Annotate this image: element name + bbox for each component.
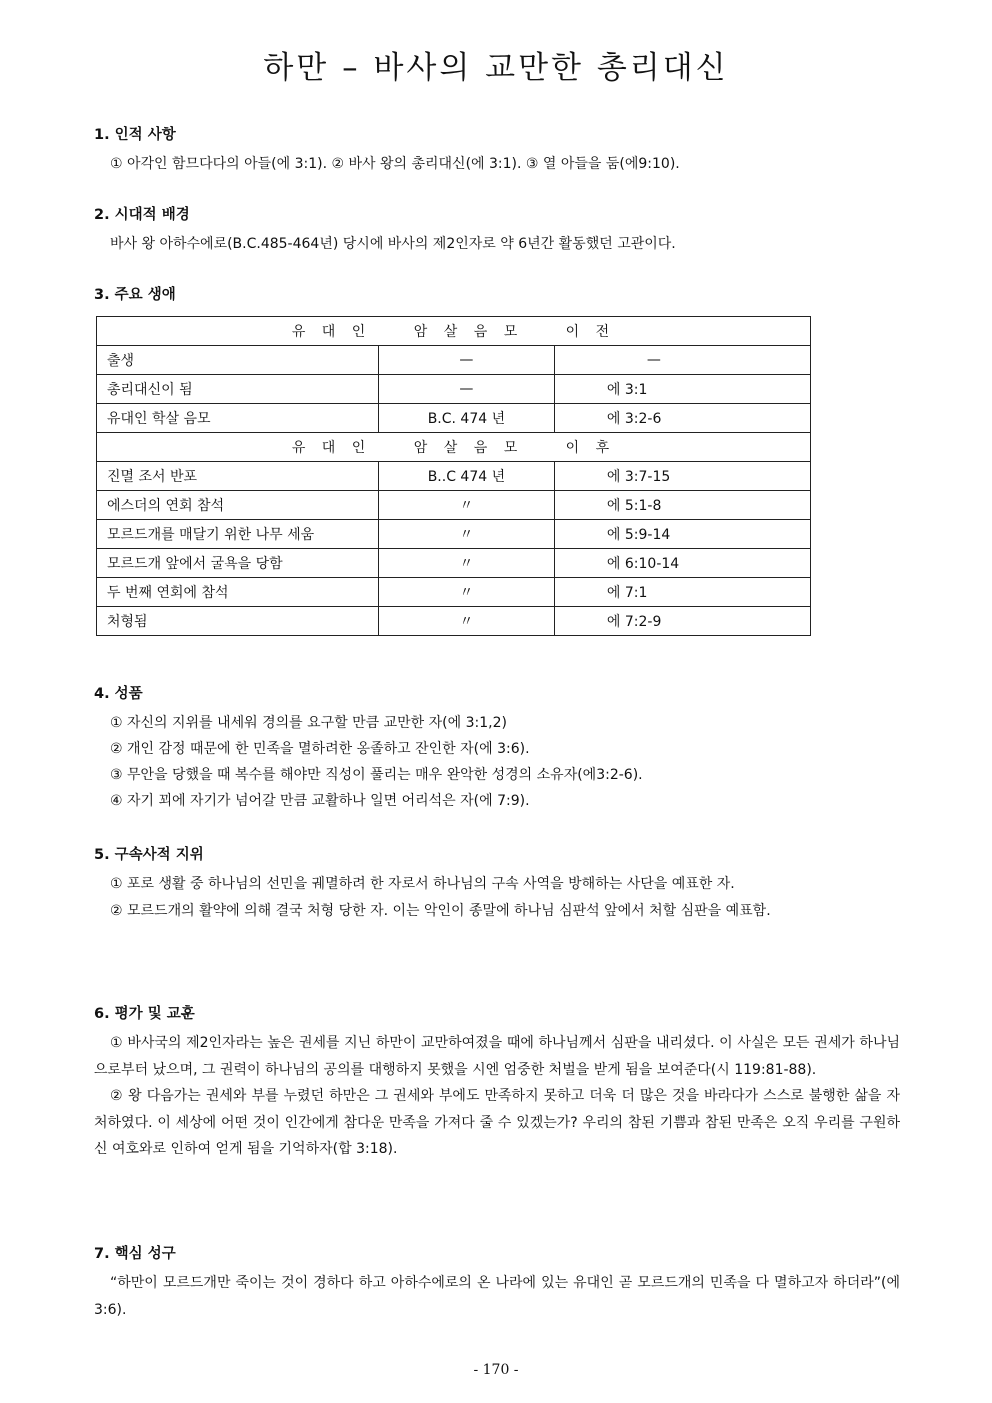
section-character (94, 683, 900, 814)
section-paragraph: ① 포로 생활 중 하나님의 선민을 궤멸하려 한 자로서 하나님의 구속 사역을 방해하는 사단을 예표한 자. (110, 876, 735, 892)
table-row (97, 404, 811, 433)
date-cell: 〃 (378, 578, 554, 607)
life-events-table (96, 316, 811, 636)
section-heading: 5. 구속사적 지위 (94, 847, 204, 863)
reference-cell: 에 6:10-14 (554, 549, 810, 578)
section-text: ① 아각인 함므다다의 아들(에 3:1). ② 바사 왕의 총리대신(에 3:1). ③ 열 아들을 둠(에9:10). (110, 156, 680, 172)
section-main-life (94, 284, 900, 306)
date-cell: 〃 (378, 607, 554, 636)
date-cell: 〃 (378, 520, 554, 549)
reference-cell: 에 5:1-8 (554, 491, 810, 520)
date-cell: — (378, 375, 554, 404)
character-item: ③ 무안을 당했을 때 복수를 해야만 직성이 풀리는 매우 완악한 성경의 소유자(에3:2-6). (110, 767, 643, 783)
table-row (97, 462, 811, 491)
reference-cell: 에 3:7-15 (554, 462, 810, 491)
header-word: 유 대 인 (291, 324, 372, 340)
group-header-cell (97, 433, 811, 462)
section-key-verse (94, 1243, 900, 1323)
table-row (97, 346, 811, 375)
event-cell: 에스더의 연회 참석 (97, 491, 379, 520)
table-row (97, 578, 811, 607)
section-text: 바사 왕 아하수에로(B.C.485-464년) 당시에 바사의 제2인자로 약 6년간 활동했던 고관이다. (110, 236, 676, 252)
header-word: 암 살 음 모 (413, 440, 524, 456)
table-row (97, 491, 811, 520)
date-cell: B.C. 474 년 (378, 404, 554, 433)
section-heading: 1. 인적 사항 (94, 127, 176, 143)
table-group-header (97, 433, 811, 462)
section-evaluation-lessons (94, 1003, 900, 1163)
section-heading: 6. 평가 및 교훈 (94, 1006, 195, 1022)
reference-cell: 에 5:9-14 (554, 520, 810, 549)
table-row (97, 375, 811, 404)
header-word: 이 전 (565, 324, 616, 340)
header-word: 암 살 음 모 (413, 324, 524, 340)
header-word: 이 후 (565, 440, 616, 456)
character-item: ② 개인 감정 때문에 한 민족을 멸하려한 옹졸하고 잔인한 자(에 3:6). (110, 741, 530, 757)
event-cell: 총리대신이 됨 (97, 375, 379, 404)
section-heading: 2. 시대적 배경 (94, 207, 190, 223)
event-cell: 모르드개를 매달기 위한 나무 세움 (97, 520, 379, 549)
section-heading: 7. 핵심 성구 (94, 1246, 176, 1262)
group-header-cell (97, 317, 811, 346)
date-cell: 〃 (378, 491, 554, 520)
event-cell: 두 번째 연회에 참석 (97, 578, 379, 607)
table-group-header (97, 317, 811, 346)
section-paragraph: ② 모르드개의 활약에 의해 결국 처형 당한 자. 이는 악인이 종말에 하나님 심판석 앞에서 처할 심판을 예표함. (110, 902, 771, 919)
event-cell: 출생 (97, 346, 379, 375)
character-item: ④ 자기 꾀에 자기가 넘어갈 만큼 교활하나 일면 어리석은 자(에 7:9). (110, 793, 530, 809)
reference-cell: 에 7:2-9 (554, 607, 810, 636)
character-item: ① 자신의 지위를 내세워 경의를 요구할 만큼 교만한 자(에 3:1,2) (110, 715, 507, 731)
section-paragraph: ① 바사국의 제2인자라는 높은 권세를 지닌 하만이 교만하여졌을 때에 하나님께서 심판을 내리셨다. 이 사실은 모든 권세가 하나님으로부터 났으며, 그 권력이 하나님의 공의를 대행하지 못했을 시엔 엄중한 처벌을 받게 됨을 보여준다(시 119:81-88). (94, 1035, 900, 1078)
page-title: 하만 – 바사의 교만한 총리대신 (263, 50, 729, 86)
event-cell: 유대인 학살 음모 (97, 404, 379, 433)
event-cell: 처형됨 (97, 607, 379, 636)
reference-cell: 에 7:1 (554, 578, 810, 607)
date-cell: B..C 474 년 (378, 462, 554, 491)
reference-cell: 에 3:2-6 (554, 404, 810, 433)
section-paragraph: ② 왕 다음가는 권세와 부를 누렸던 하만은 그 권세와 부에도 만족하지 못하고 더욱 더 많은 것을 바라다가 스스로 불행한 삶을 자처하였다. 이 세상에 어떤 것이 인간에게 참다운 만족을 가져다 줄 수 있겠는가? 우리의 참된 기쁨과 참된 만족은 오직 우리를 구원하신 여호와로 인하여 얻게 됨을 기억하자(합 3:18). (94, 1088, 900, 1157)
section-heading: 4. 성품 (94, 686, 143, 702)
page-number: - 170 - (473, 1362, 519, 1378)
section-historical-background (94, 204, 900, 257)
table-row (97, 520, 811, 549)
date-cell: 〃 (378, 549, 554, 578)
event-cell: 모르드개 앞에서 굴욕을 당함 (97, 549, 379, 578)
reference-cell: — (554, 346, 810, 375)
event-cell: 진멸 조서 반포 (97, 462, 379, 491)
table-row (97, 607, 811, 636)
reference-cell: 에 3:1 (554, 375, 810, 404)
section-redemptive-position (94, 844, 900, 924)
key-verse-text: “하만이 모르드개만 죽이는 것이 경하다 하고 아하수에로의 온 나라에 있는 유대인 곧 모르드개의 민족을 다 멸하고자 하더라”(에 3:6). (94, 1275, 900, 1318)
table-row (97, 549, 811, 578)
section-heading: 3. 주요 생애 (94, 287, 176, 303)
header-word: 유 대 인 (291, 440, 372, 456)
section-personal-info (94, 124, 900, 177)
date-cell: — (378, 346, 554, 375)
